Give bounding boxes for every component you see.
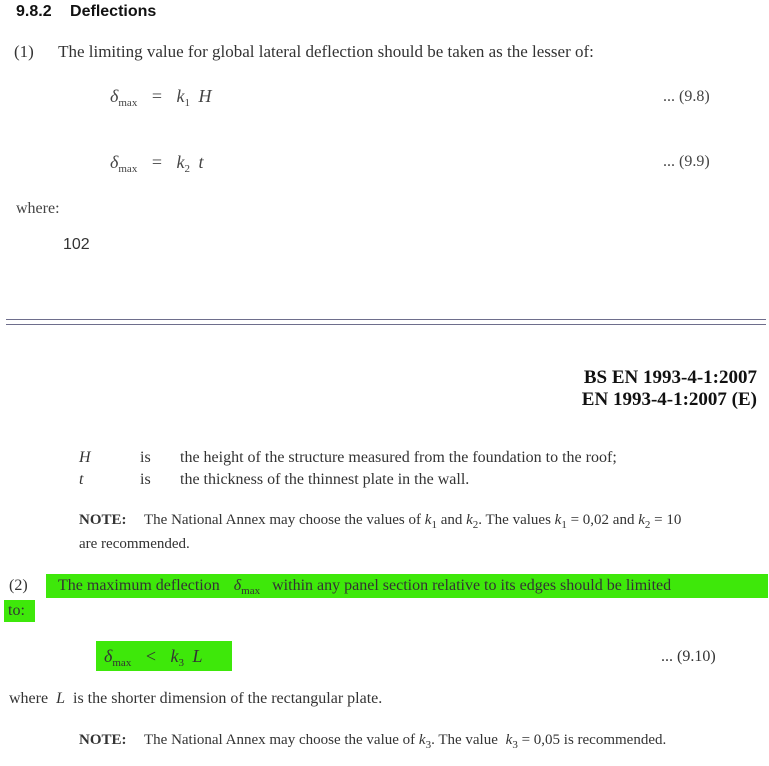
definition-is: is xyxy=(140,471,151,488)
clause-1 xyxy=(14,42,594,62)
definition-h xyxy=(79,449,617,467)
clause-2-line-1: The maximum deflection $\delta_{max}$ within any panel section relative to its edges should be limited xyxy=(58,577,672,597)
page-number: 102 xyxy=(63,236,90,253)
definition-symbol: H xyxy=(79,449,91,466)
definition-text: the height of the structure measured from the foundation to the roof; xyxy=(180,449,617,466)
standard-line-2: EN 1993-4-1:2007 (E) xyxy=(581,389,757,410)
clause-2-line-2: to: xyxy=(8,602,25,619)
equation-9-9: $\delta_{max} = k_2$ t xyxy=(110,152,204,175)
note-1: NOTE: The National Annex may choose the values of $k_1$ and $k_2$. The values $k_1 = 0,02$ and $k_2 = 10$ xyxy=(79,512,682,531)
definition-t xyxy=(79,471,469,489)
equation-9-8-ref: ... (9.8) xyxy=(663,88,710,105)
clause-1-text: The limiting value for global lateral deflection should be taken as the lesser of: xyxy=(58,42,594,61)
definition-text: the thickness of the thinnest plate in the wall. xyxy=(180,471,470,488)
where-label: where: xyxy=(16,200,60,217)
note-1-line-2: are recommended. xyxy=(79,536,190,552)
clause-1-number: (1) xyxy=(14,42,34,61)
definition-is: is xyxy=(140,449,151,466)
page-divider-bottom xyxy=(6,324,766,325)
section-title: Deflections xyxy=(70,3,157,20)
definition-symbol: t xyxy=(79,471,84,488)
standard-line-1: BS EN 1993-4-1:2007 xyxy=(583,367,757,388)
section-number: 9.8.2 xyxy=(16,3,52,20)
equation-9-8: $\delta_{max} = k_1$ H xyxy=(110,86,212,109)
equation-9-10-ref: ... (9.10) xyxy=(661,648,716,665)
page-divider-top xyxy=(6,319,766,320)
where-l: where L is the shorter dimension of the rectangular plate. xyxy=(9,690,383,707)
section-heading xyxy=(16,3,156,21)
equation-9-9-ref: ... (9.9) xyxy=(663,153,710,170)
note-1-label: NOTE: xyxy=(79,512,127,528)
standard-reference xyxy=(582,367,757,411)
note-2: NOTE: The National Annex may choose the value of $k_3$. The value $k_3 = 0,05$ is recommended. xyxy=(79,732,667,751)
clause-2-number: (2) xyxy=(9,577,28,594)
note-2-label: NOTE: xyxy=(79,732,127,748)
equation-9-10: $\delta_{max} < k_3$ L xyxy=(104,646,203,669)
